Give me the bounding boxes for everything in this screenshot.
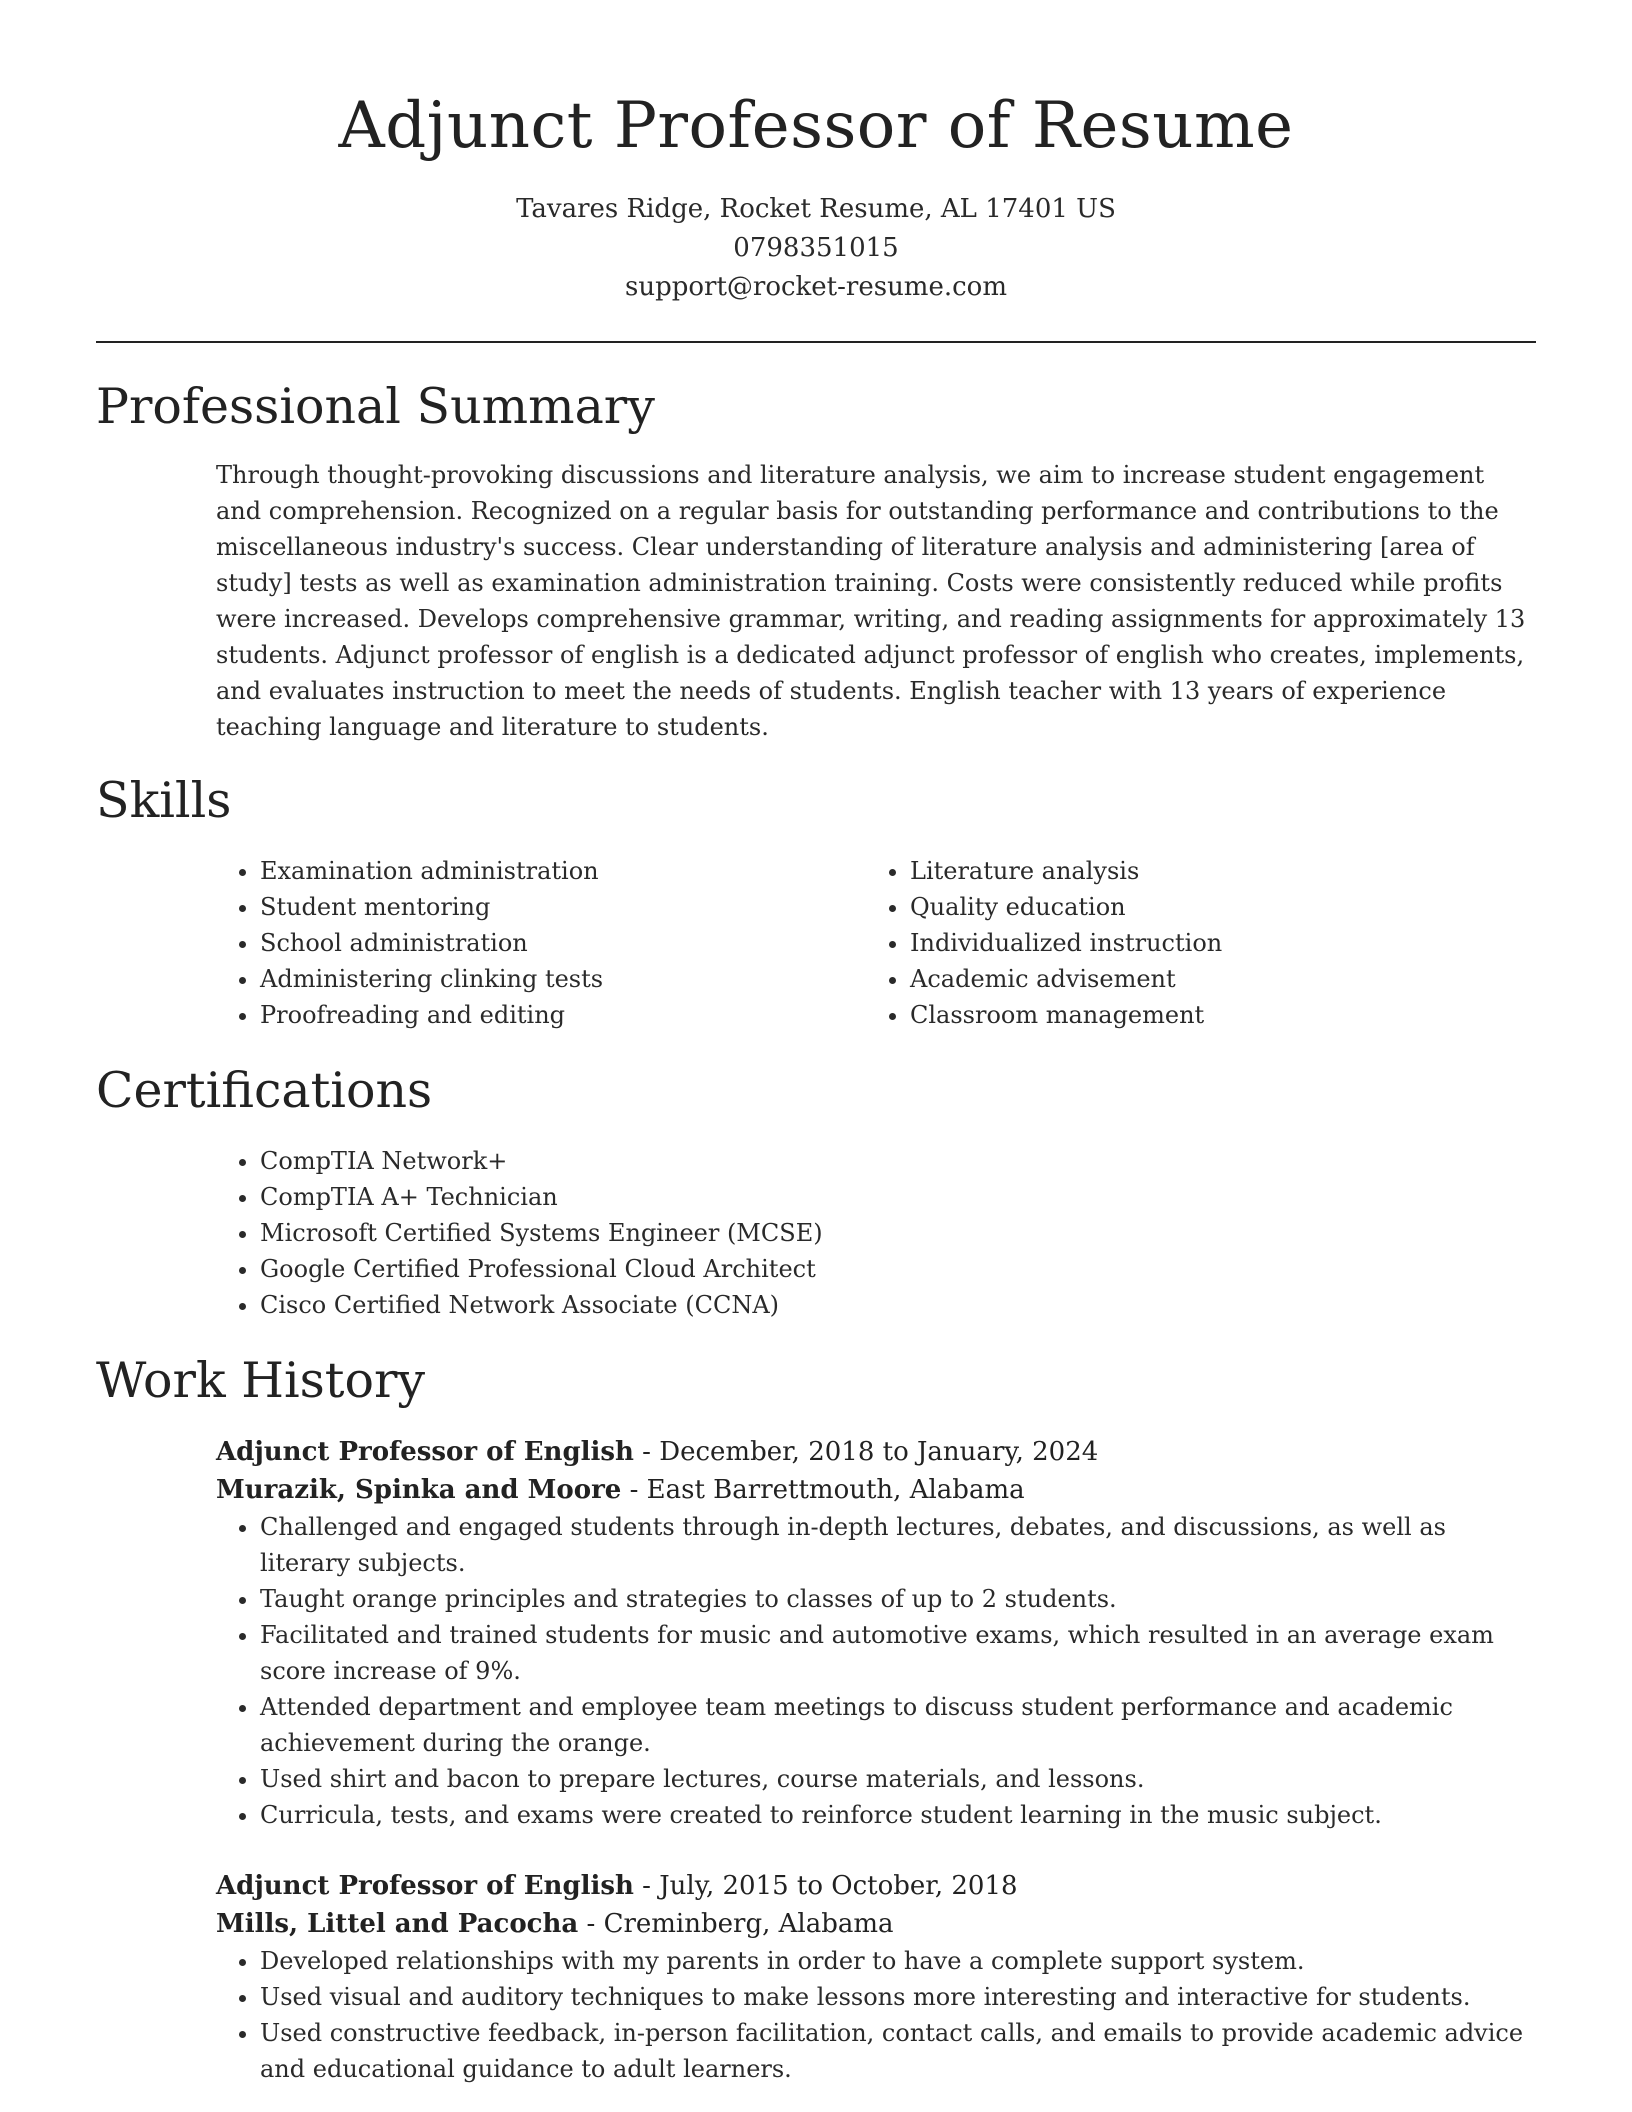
job-bullet: • Used visual and auditory techniques to make lessons more interesting and interactive for students. (260, 1979, 1536, 2015)
summary-section (96, 377, 1536, 745)
summary-heading: Professional Summary (96, 378, 655, 435)
skill-item: • Proofreading and editing (260, 997, 866, 1033)
job-location: - Creminberg, Alabama (578, 1909, 894, 1939)
header-divider (96, 341, 1536, 343)
job-bullet: • Attended department and employee team meetings to discuss student performance and academic achievement during the orange. (260, 1689, 1536, 1761)
skills-list-left (216, 853, 866, 1033)
skills-column-left (216, 853, 866, 1033)
certifications-list (216, 1143, 1536, 1323)
resume-header (96, 84, 1536, 307)
skill-item: • Classroom management (910, 997, 1516, 1033)
job-bullet: • Challenged and engaged students through in-depth lectures, debates, and discussions, as well as literary subjects. (260, 1509, 1536, 1581)
skill-item: • Quality education (910, 889, 1516, 925)
certification-item: • Microsoft Certified Systems Engineer (MCSE) (260, 1215, 1536, 1251)
skill-item: • Individualized instruction (910, 925, 1516, 961)
contact-address: Tavares Ridge, Rocket Resume, AL 17401 US (516, 194, 1116, 224)
skill-item: • School administration (260, 925, 866, 961)
job-bullet: • Curricula, tests, and exams were created to reinforce student learning in the music subject. (260, 1797, 1536, 1833)
skills-heading: Skills (96, 772, 232, 829)
job-company-line (216, 1471, 1536, 1509)
certification-item: • Cisco Certified Network Associate (CCNA) (260, 1287, 1536, 1323)
certification-item: • CompTIA A+ Technician (260, 1179, 1536, 1215)
job-bullet: • Used shirt and bacon to prepare lectures, course materials, and lessons. (260, 1761, 1536, 1797)
certification-item: • CompTIA Network+ (260, 1143, 1536, 1179)
skill-item: • Examination administration (260, 853, 866, 889)
work-history-section (96, 1351, 1536, 2087)
skills-section (96, 771, 1536, 1033)
job-bullet: • Taught orange principles and strategies to classes of up to 2 students. (260, 1581, 1536, 1617)
skill-item: • Academic advisement (910, 961, 1516, 997)
skill-item: • Literature analysis (910, 853, 1516, 889)
job-bullet: • Developed relationships with my parents in order to have a complete support system. (260, 1943, 1536, 1979)
job-location: - East Barrettmouth, Alabama (621, 1475, 1025, 1505)
summary-paragraph: Through thought-provoking discussions and literature analysis, we aim to increase student engagement and comprehension. Recognized on a regular basis for outstanding performance and contributions to the miscellaneous industry's success. Clear understanding of literature analysis and administering [area of study] tests as well as examination administration training. Costs were consistently reduced while profits were increased. Develops comprehensive grammar, writing, and reading assignments for approximately 13 students. Adjunct professor of english is a dedicated adjunct professor of english who creates, implements, and evaluates instruction to meet the needs of students. English teacher with 13 years of experience teaching language and literature to students. (216, 461, 1526, 741)
work-history-heading: Work History (96, 1352, 426, 1409)
skills-list-right (866, 853, 1516, 1033)
skill-item: • Student mentoring (260, 889, 866, 925)
skills-column-right (866, 853, 1516, 1033)
resume-page (96, 0, 1536, 2087)
certification-item: • Google Certified Professional Cloud Architect (260, 1251, 1536, 1287)
job-company: Murazik, Spinka and Moore (216, 1475, 622, 1505)
job-title: Adjunct Professor of English (216, 1871, 634, 1901)
job-company: Mills, Littel and Pacocha (216, 1909, 579, 1939)
job-company-line (216, 1905, 1536, 1943)
job-dates: - December, 2018 to January, 2024 (633, 1437, 1099, 1467)
resume-title: Adjunct Professor of Resume (338, 89, 1294, 163)
certifications-section (96, 1061, 1536, 1323)
certifications-list-wrap (216, 1143, 1536, 1323)
job-bullet-list (216, 1509, 1536, 1833)
job-bullet-list (216, 1943, 1536, 2087)
job-entry (216, 1433, 1536, 1833)
skills-grid (216, 853, 1536, 1033)
skill-item: • Administering clinking tests (260, 961, 866, 997)
contact-email: support@rocket-resume.com (624, 272, 1007, 302)
job-title-line (216, 1433, 1536, 1471)
job-entry (216, 1867, 1536, 2087)
job-title-line (216, 1867, 1536, 1905)
job-title: Adjunct Professor of English (216, 1437, 634, 1467)
contact-phone: 0798351015 (733, 233, 899, 263)
certifications-heading: Certifications (96, 1062, 433, 1119)
job-bullet: • Used constructive feedback, in-person facilitation, contact calls, and emails to provide academic advice and educational guidance to adult learners. (260, 2015, 1536, 2087)
job-bullet: • Facilitated and trained students for music and automotive exams, which resulted in an average exam score increase of 9%. (260, 1617, 1536, 1689)
job-dates: - July, 2015 to October, 2018 (633, 1871, 1018, 1901)
contact-block (96, 190, 1536, 307)
